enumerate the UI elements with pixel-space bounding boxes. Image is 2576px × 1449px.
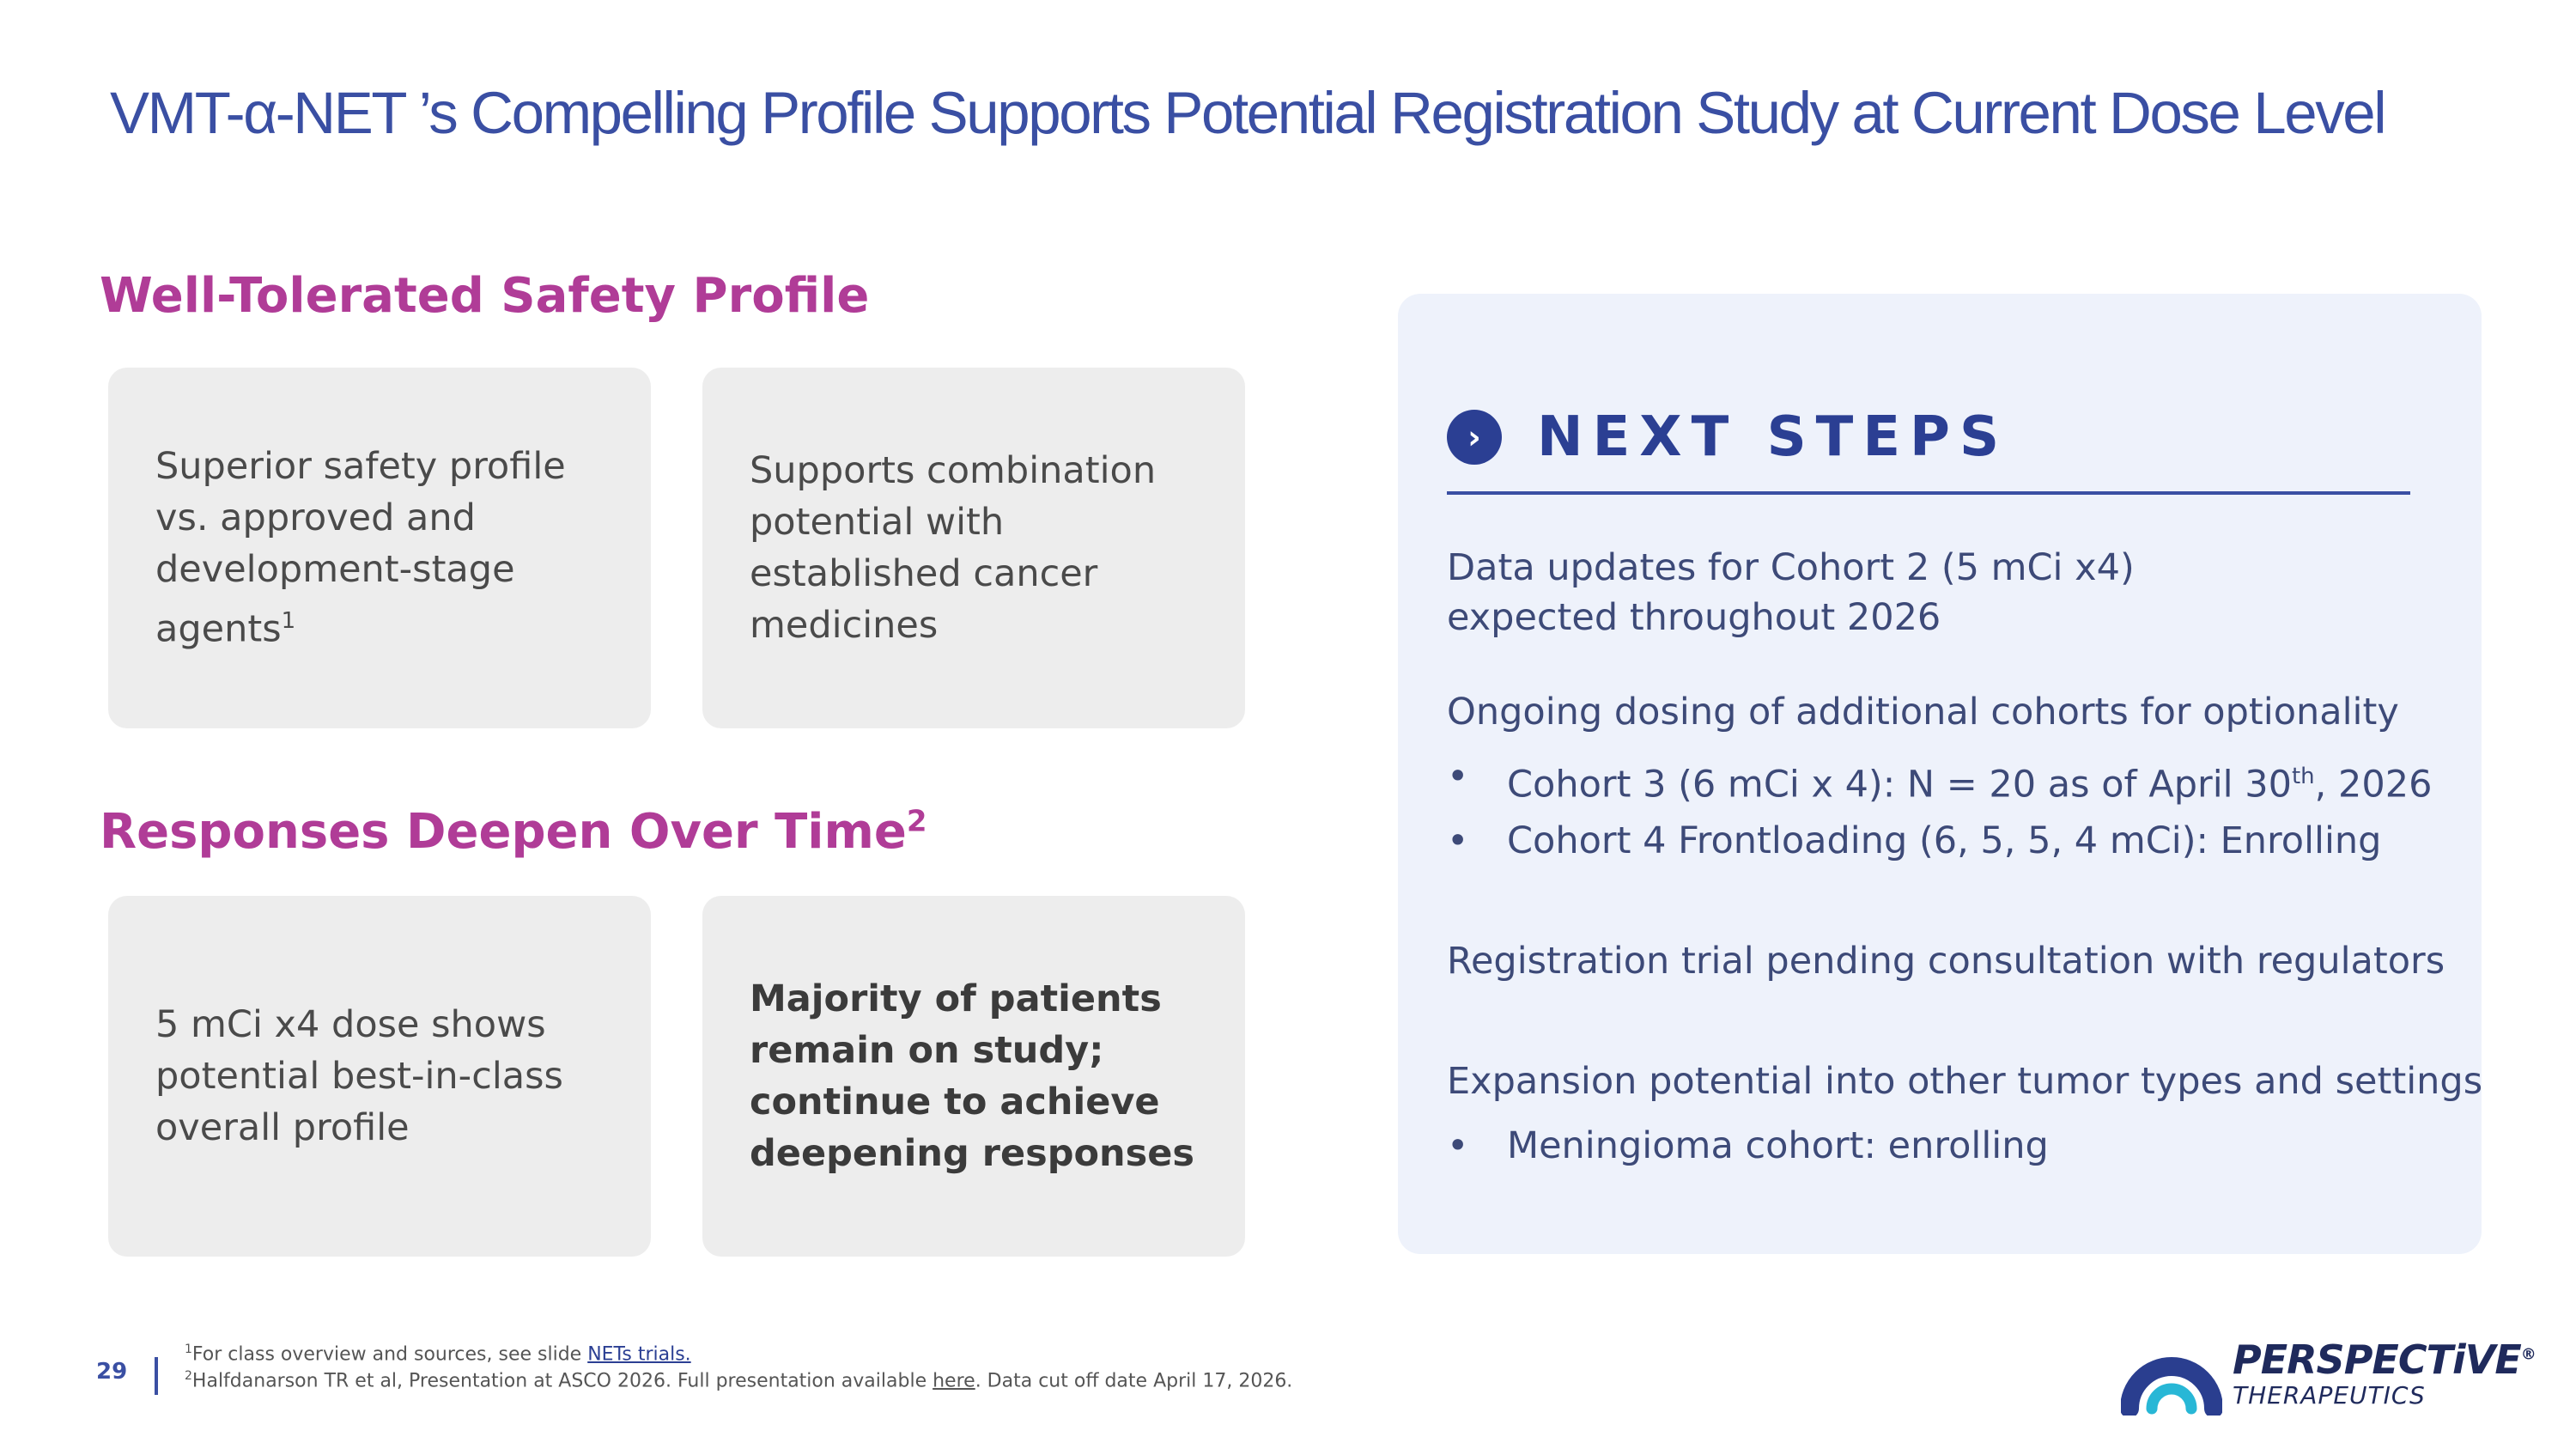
registration-text: Registration trial pending consultation with regulators (1447, 940, 2445, 983)
page-number: 29 (96, 1359, 128, 1385)
next-steps-divider (1447, 491, 2410, 495)
responses-card-majority (702, 896, 1245, 1257)
safety-heading: Well-Tolerated Safety Profile (100, 268, 870, 324)
safety-card-combination (702, 368, 1245, 728)
safety-card-superior-text: Superior safety profile vs. approved and development-stage agents$^1$ (155, 445, 566, 651)
next-steps-title: NEXT STEPS (1537, 405, 2009, 469)
perspective-logo-mark (2121, 1330, 2222, 1416)
responses-heading: Responses Deepen Over Time$^2$ (100, 804, 927, 860)
footnote-2: $^2$Halfdanarson TR et al, Presentation at ASCO 2026. Full presentation available here. Data cut off date April 17, 2026. (185, 1369, 1293, 1392)
page-divider (155, 1357, 158, 1395)
logo-wordmark: PERSPECTiVE® (2233, 1336, 2536, 1383)
expansion-text: Expansion potential into other tumor types and settings (1447, 1060, 2483, 1103)
slide-title: VMT-α-NET ’s Compelling Profile Supports Potential Registration Study at Current Dose Level (110, 80, 2385, 146)
nets-trials-link[interactable]: NETs trials. (587, 1343, 691, 1366)
safety-card-combination-text: Supports combination potential with established cancer medicines (750, 449, 1157, 647)
logo-subtitle: THERAPEUTICS (2233, 1381, 2426, 1409)
perspective-logo (2121, 1330, 2536, 1416)
responses-card-dose (108, 896, 651, 1257)
chevron-right-icon: › (1447, 410, 1502, 465)
safety-card-superior (108, 368, 651, 728)
ongoing-dosing-text: Ongoing dosing of additional cohorts for optionality (1447, 691, 2399, 734)
responses-card-majority-text: Majority of patients remain on study; continue to achieve deepening responses (750, 977, 1195, 1175)
presentation-here-link[interactable]: here (933, 1370, 975, 1392)
footnote-1: $^1$For class overview and sources, see slide NETs trials. (185, 1342, 691, 1366)
responses-card-dose-text: 5 mCi x4 dose shows potential best-in-class overall profile (155, 1003, 563, 1149)
data-updates-text: Data updates for Cohort 2 (5 mCi x4) expected throughout 2026 (1447, 546, 2135, 639)
next-steps-panel: › NEXT STEPS Data updates for Cohort 2 (5 mCi x4) expected throughout 2026 Ongoing dosing of additional cohorts for optionality • Cohort 3 (6 mCi x 4): N = 20 as of April 30th, 2026 • Cohort 4 Frontloading (6, 5, 5, 4 mCi): Enrolling Registration trial pending consultation with regulators Expansion potential into other tumor types and settings • Meningioma cohort: enrolling (1398, 294, 2482, 1254)
